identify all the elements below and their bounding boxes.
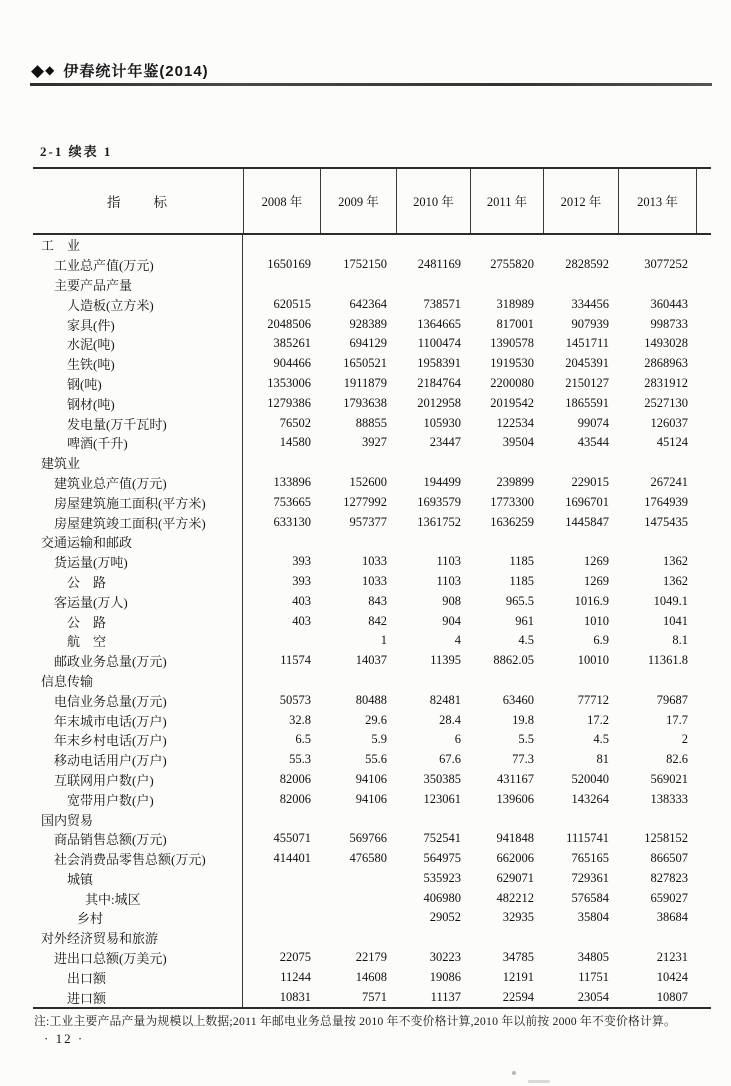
- indicator-label: 房屋建筑施工面积(平方米): [33, 492, 243, 512]
- value-cell: 38684: [656, 910, 688, 925]
- value-cell: 1361752: [417, 514, 461, 529]
- value-cell: 2012958: [417, 395, 461, 410]
- indicator-label: 生铁(吨): [33, 354, 243, 374]
- value-cell: 1865591: [565, 395, 609, 410]
- year-column-header: 2009 年: [320, 169, 396, 233]
- indicator-label: 工 业: [33, 235, 243, 255]
- value-cell: 82.6: [666, 752, 688, 767]
- table-body: [33, 235, 711, 1007]
- value-cell: 76502: [279, 415, 311, 430]
- indicator-label: 进口额: [33, 987, 243, 1007]
- value-cell: 88855: [355, 415, 387, 430]
- value-cell: 105930: [423, 415, 461, 430]
- value-cell: 1793638: [343, 395, 387, 410]
- value-cell: 1269: [584, 573, 609, 588]
- value-cell: 318989: [496, 296, 534, 311]
- table-header-row: [33, 169, 711, 235]
- value-cell: 1911879: [343, 375, 387, 390]
- table-row: [33, 433, 711, 453]
- table-row: [33, 651, 711, 671]
- value-cell: 842: [368, 613, 387, 628]
- value-cell: 765165: [571, 851, 609, 866]
- indicator-label: 移动电话用户(万户): [33, 750, 243, 770]
- table-row: [33, 294, 711, 314]
- value-cell: 2527130: [644, 395, 688, 410]
- value-cell: 659027: [650, 890, 688, 905]
- value-cell: 2019542: [490, 395, 534, 410]
- table-row: [33, 611, 711, 631]
- table-row: [33, 948, 711, 968]
- value-cell: 1010: [584, 613, 609, 628]
- table-row: [33, 730, 711, 750]
- value-cell: 1650169: [267, 257, 311, 272]
- value-cell: 6.9: [593, 633, 609, 648]
- value-cell: 3927: [362, 435, 387, 450]
- value-cell: 2481169: [417, 257, 461, 272]
- value-cell: 143264: [571, 791, 609, 806]
- value-cell: 2200080: [490, 375, 534, 390]
- table-row: [33, 770, 711, 790]
- table-row: [33, 928, 711, 948]
- value-cell: 3077252: [644, 257, 688, 272]
- indicator-label: 商品销售总额(万元): [33, 829, 243, 849]
- value-cell: 21231: [656, 950, 688, 965]
- value-cell: 1269: [584, 554, 609, 569]
- indicator-label: 建筑业: [33, 453, 243, 473]
- table-row: [33, 275, 711, 295]
- value-cell: 393: [292, 554, 311, 569]
- value-cell: 39504: [502, 435, 534, 450]
- page-number: · 12 ·: [44, 1031, 85, 1046]
- value-cell: 360443: [650, 296, 688, 311]
- value-cell: 753665: [273, 494, 311, 509]
- value-cell: 5.9: [371, 732, 387, 747]
- table-row: [33, 987, 711, 1007]
- value-cell: 1919530: [490, 356, 534, 371]
- table-row: [33, 750, 711, 770]
- value-cell: 961: [515, 613, 534, 628]
- indicator-label: 城镇: [33, 869, 243, 889]
- year-column-header: 2010 年: [396, 169, 470, 233]
- value-cell: 77.3: [512, 752, 534, 767]
- indicator-label: 客运量(万人): [33, 591, 243, 611]
- value-cell: 1475435: [644, 514, 688, 529]
- indicator-label: 钢材(吨): [33, 393, 243, 413]
- table-row: [33, 591, 711, 611]
- value-cell: 122534: [496, 415, 534, 430]
- value-cell: 2150127: [565, 375, 609, 390]
- value-cell: 431167: [496, 771, 534, 786]
- value-cell: 32.8: [289, 712, 311, 727]
- value-cell: 385261: [273, 336, 311, 351]
- value-cell: 334456: [571, 296, 609, 311]
- table-row: [33, 453, 711, 473]
- value-cell: 45124: [656, 435, 688, 450]
- value-cell: 1353006: [267, 375, 311, 390]
- value-cell: 2828592: [565, 257, 609, 272]
- indicator-label: 航 空: [33, 631, 243, 651]
- value-cell: 99074: [577, 415, 609, 430]
- value-cell: 957377: [349, 514, 387, 529]
- table-row: [33, 413, 711, 433]
- value-cell: 11395: [430, 653, 461, 668]
- value-cell: 393: [292, 573, 311, 588]
- value-cell: 1115741: [566, 831, 609, 846]
- statistics-table: [33, 167, 711, 1009]
- value-cell: 662006: [496, 851, 534, 866]
- table-row: [33, 869, 711, 889]
- value-cell: 35804: [577, 910, 609, 925]
- value-cell: 63460: [502, 692, 534, 707]
- value-cell: 535923: [423, 870, 461, 885]
- table-label: 2-1 续表 1: [40, 144, 113, 159]
- value-cell: 1362: [663, 573, 688, 588]
- value-cell: 229015: [571, 474, 609, 489]
- value-cell: 403: [292, 593, 311, 608]
- value-cell: 94106: [355, 791, 387, 806]
- table-row: [33, 809, 711, 829]
- value-cell: 569021: [650, 771, 688, 786]
- value-cell: 1364665: [417, 316, 461, 331]
- indicator-label: 公 路: [33, 572, 243, 592]
- value-cell: 2045391: [565, 356, 609, 371]
- indicator-label: 电信业务总量(万元): [33, 690, 243, 710]
- value-cell: 30223: [429, 950, 461, 965]
- value-cell: 1696701: [565, 494, 609, 509]
- value-cell: 6: [454, 732, 461, 747]
- value-cell: 11751: [578, 969, 609, 984]
- table-row: [33, 849, 711, 869]
- value-cell: 4.5: [518, 633, 534, 648]
- value-cell: 752541: [423, 831, 461, 846]
- value-cell: 1103: [436, 573, 461, 588]
- value-cell: 11361.8: [647, 653, 688, 668]
- value-cell: 133896: [273, 474, 311, 489]
- table-row: [33, 967, 711, 987]
- value-cell: 82006: [279, 791, 311, 806]
- value-cell: 11244: [280, 969, 311, 984]
- indicator-label: 年末乡村电话(万户): [33, 730, 243, 750]
- table-row: [33, 255, 711, 275]
- value-cell: 729361: [571, 870, 609, 885]
- value-cell: 55.3: [289, 752, 311, 767]
- value-cell: 1033: [362, 554, 387, 569]
- value-cell: 12191: [502, 969, 534, 984]
- value-cell: 1277992: [343, 494, 387, 509]
- value-cell: 19086: [429, 969, 461, 984]
- value-cell: 267241: [650, 474, 688, 489]
- value-cell: 1279386: [267, 395, 311, 410]
- value-cell: 1773300: [490, 494, 534, 509]
- value-cell: 1103: [436, 554, 461, 569]
- value-cell: 10831: [279, 989, 311, 1004]
- header-divider: [30, 83, 712, 86]
- indicator-label: 交通运输和邮政: [33, 532, 243, 552]
- indicator-label: 年末城市电话(万户): [33, 710, 243, 730]
- value-cell: 455071: [273, 831, 311, 846]
- value-cell: 17.2: [587, 712, 609, 727]
- value-cell: 2755820: [490, 257, 534, 272]
- value-cell: 1033: [362, 573, 387, 588]
- value-cell: 564975: [423, 851, 461, 866]
- value-cell: 2868963: [644, 356, 688, 371]
- value-cell: 14037: [355, 653, 387, 668]
- table-row: [33, 829, 711, 849]
- value-cell: 2048506: [267, 316, 311, 331]
- value-cell: 17.7: [666, 712, 688, 727]
- table-row: [33, 334, 711, 354]
- value-cell: 908: [442, 593, 461, 608]
- value-cell: 82006: [279, 771, 311, 786]
- spacer: [697, 169, 711, 233]
- value-cell: 5.5: [518, 732, 534, 747]
- table-row: [33, 552, 711, 572]
- indicator-label: 对外经济贸易和旅游: [33, 928, 243, 948]
- value-cell: 77712: [577, 692, 609, 707]
- value-cell: 29052: [429, 910, 461, 925]
- indicator-label: 出口额: [33, 967, 243, 987]
- value-cell: 10807: [656, 989, 688, 1004]
- indicator-label: 社会消费品零售总额(万元): [33, 849, 243, 869]
- value-cell: 482212: [496, 890, 534, 905]
- value-cell: 1764939: [644, 494, 688, 509]
- year-column-header: 2011 年: [470, 169, 543, 233]
- value-cell: 1445847: [565, 514, 609, 529]
- value-cell: 928389: [349, 316, 387, 331]
- value-cell: 520040: [571, 771, 609, 786]
- scan-artifact: [512, 1071, 516, 1075]
- table-row: [33, 710, 711, 730]
- table-row: [33, 354, 711, 374]
- value-cell: 67.6: [439, 752, 461, 767]
- value-cell: 11574: [280, 653, 311, 668]
- value-cell: 2: [681, 732, 688, 747]
- value-cell: 4.5: [593, 732, 609, 747]
- indicator-label: 主要产品产量: [33, 275, 243, 295]
- value-cell: 8862.05: [493, 653, 534, 668]
- diamond-icon: ◆: [31, 60, 45, 80]
- indicator-label: 房屋建筑竣工面积(平方米): [33, 512, 243, 532]
- value-cell: 1362: [663, 554, 688, 569]
- indicator-label: 进出口总额(万美元): [33, 948, 243, 968]
- table-row: [33, 572, 711, 592]
- value-cell: 1650521: [343, 356, 387, 371]
- value-cell: 1185: [509, 573, 534, 588]
- value-cell: 866507: [650, 851, 688, 866]
- value-cell: 23054: [577, 989, 609, 1004]
- value-cell: 239899: [496, 474, 534, 489]
- table-row: [33, 690, 711, 710]
- year-column-header: 2013 年: [618, 169, 697, 233]
- value-cell: 817001: [496, 316, 534, 331]
- value-cell: 904466: [273, 356, 311, 371]
- table-row: [33, 393, 711, 413]
- value-cell: 139606: [496, 791, 534, 806]
- indicator-label: 国内贸易: [33, 809, 243, 829]
- value-cell: 8.1: [672, 633, 688, 648]
- value-cell: 843: [368, 593, 387, 608]
- value-cell: 23447: [429, 435, 461, 450]
- value-cell: 19.8: [512, 712, 534, 727]
- indicator-label: 啤酒(千升): [33, 433, 243, 453]
- year-column-header: 2008 年: [243, 169, 320, 233]
- table-row: [33, 235, 711, 255]
- value-cell: 633130: [273, 514, 311, 529]
- value-cell: 1041: [663, 613, 688, 628]
- value-cell: 350385: [423, 771, 461, 786]
- value-cell: 34785: [502, 950, 534, 965]
- value-cell: 1693579: [417, 494, 461, 509]
- value-cell: 694129: [349, 336, 387, 351]
- value-cell: 406980: [423, 890, 461, 905]
- value-cell: 80488: [355, 692, 387, 707]
- value-cell: 1: [380, 633, 387, 648]
- value-cell: 998733: [650, 316, 688, 331]
- value-cell: 1958391: [417, 356, 461, 371]
- value-cell: 94106: [355, 771, 387, 786]
- value-cell: 4: [454, 633, 461, 648]
- value-cell: 1636259: [490, 514, 534, 529]
- indicator-label: 人造板(立方米): [33, 294, 243, 314]
- value-cell: 29.6: [365, 712, 387, 727]
- value-cell: 1016.9: [574, 593, 609, 608]
- diamond-icon: ◆: [45, 63, 55, 77]
- indicator-column-header: 指 标: [107, 195, 169, 210]
- value-cell: 123061: [423, 791, 461, 806]
- value-cell: 2831912: [644, 375, 688, 390]
- value-cell: 827823: [650, 870, 688, 885]
- indicator-label: 家具(件): [33, 314, 243, 334]
- indicator-label: 发电量(万千瓦时): [33, 413, 243, 433]
- value-cell: 642364: [349, 296, 387, 311]
- value-cell: 194499: [423, 474, 461, 489]
- value-cell: 126037: [650, 415, 688, 430]
- table-row: [33, 314, 711, 334]
- indicator-label: 信息传输: [33, 671, 243, 691]
- value-cell: 1049.1: [653, 593, 688, 608]
- indicator-label: 邮政业务总量(万元): [33, 651, 243, 671]
- scan-artifact: [528, 1080, 550, 1083]
- value-cell: 569766: [349, 831, 387, 846]
- value-cell: 152600: [349, 474, 387, 489]
- table-row: [33, 492, 711, 512]
- year-column-header: 2012 年: [543, 169, 618, 233]
- indicator-label: 公 路: [33, 611, 243, 631]
- table-row: [33, 532, 711, 552]
- table-row: [33, 671, 711, 691]
- value-cell: 22179: [355, 950, 387, 965]
- value-cell: 904: [442, 613, 461, 628]
- table-row: [33, 631, 711, 651]
- value-cell: 941848: [496, 831, 534, 846]
- value-cell: 1493028: [644, 336, 688, 351]
- table-row: [33, 908, 711, 928]
- value-cell: 414401: [273, 851, 311, 866]
- value-cell: 81: [596, 752, 609, 767]
- value-cell: 14580: [279, 435, 311, 450]
- value-cell: 138333: [650, 791, 688, 806]
- value-cell: 6.5: [295, 732, 311, 747]
- table-row: [33, 473, 711, 493]
- yearbook-title: 伊春统计年鉴(2014): [63, 62, 209, 80]
- value-cell: 55.6: [365, 752, 387, 767]
- value-cell: 2184764: [417, 375, 461, 390]
- table-footnote: 注:工业主要产品产量为规模以上数据;2011 年邮电业务总量按 2010 年不变价格计算,2010 年以前按 2000 年不变价格计算。: [34, 1014, 677, 1028]
- table-row: [33, 789, 711, 809]
- indicator-label: 其中:城区: [33, 888, 243, 908]
- value-cell: 50573: [279, 692, 311, 707]
- value-cell: 22594: [502, 989, 534, 1004]
- value-cell: 476580: [349, 851, 387, 866]
- indicator-label: 钢(吨): [33, 374, 243, 394]
- indicator-label: 乡村: [33, 908, 243, 928]
- value-cell: 7571: [362, 989, 387, 1004]
- value-cell: 32935: [502, 910, 534, 925]
- indicator-label: 货运量(万吨): [33, 552, 243, 572]
- value-cell: 403: [292, 613, 311, 628]
- value-cell: 43544: [577, 435, 609, 450]
- value-cell: 907939: [571, 316, 609, 331]
- table-row: [33, 888, 711, 908]
- value-cell: 1390578: [490, 336, 534, 351]
- table-row: [33, 512, 711, 532]
- indicator-label: 宽带用户数(户): [33, 789, 243, 809]
- value-cell: 1258152: [644, 831, 688, 846]
- indicator-label: 水泥(吨): [33, 334, 243, 354]
- value-cell: 82481: [429, 692, 461, 707]
- indicator-label: 工业总产值(万元): [33, 255, 243, 275]
- value-cell: 965.5: [505, 593, 534, 608]
- indicator-label: 建筑业总产值(万元): [33, 473, 243, 493]
- value-cell: 79687: [656, 692, 688, 707]
- value-cell: 10424: [656, 969, 688, 984]
- value-cell: 620515: [273, 296, 311, 311]
- value-cell: 1752150: [343, 257, 387, 272]
- indicator-label: 互联网用户数(户): [33, 770, 243, 790]
- table-row: [33, 374, 711, 394]
- value-cell: 629071: [496, 870, 534, 885]
- value-cell: 11137: [430, 989, 461, 1004]
- value-cell: 14608: [355, 969, 387, 984]
- value-cell: 1451711: [565, 336, 609, 351]
- page-header: [31, 59, 209, 81]
- value-cell: 576584: [571, 890, 609, 905]
- value-cell: 738571: [423, 296, 461, 311]
- value-cell: 22075: [279, 950, 311, 965]
- value-cell: 1100474: [417, 336, 461, 351]
- value-cell: 10010: [577, 653, 609, 668]
- value-cell: 1185: [509, 554, 534, 569]
- value-cell: 34805: [577, 950, 609, 965]
- value-cell: 28.4: [439, 712, 461, 727]
